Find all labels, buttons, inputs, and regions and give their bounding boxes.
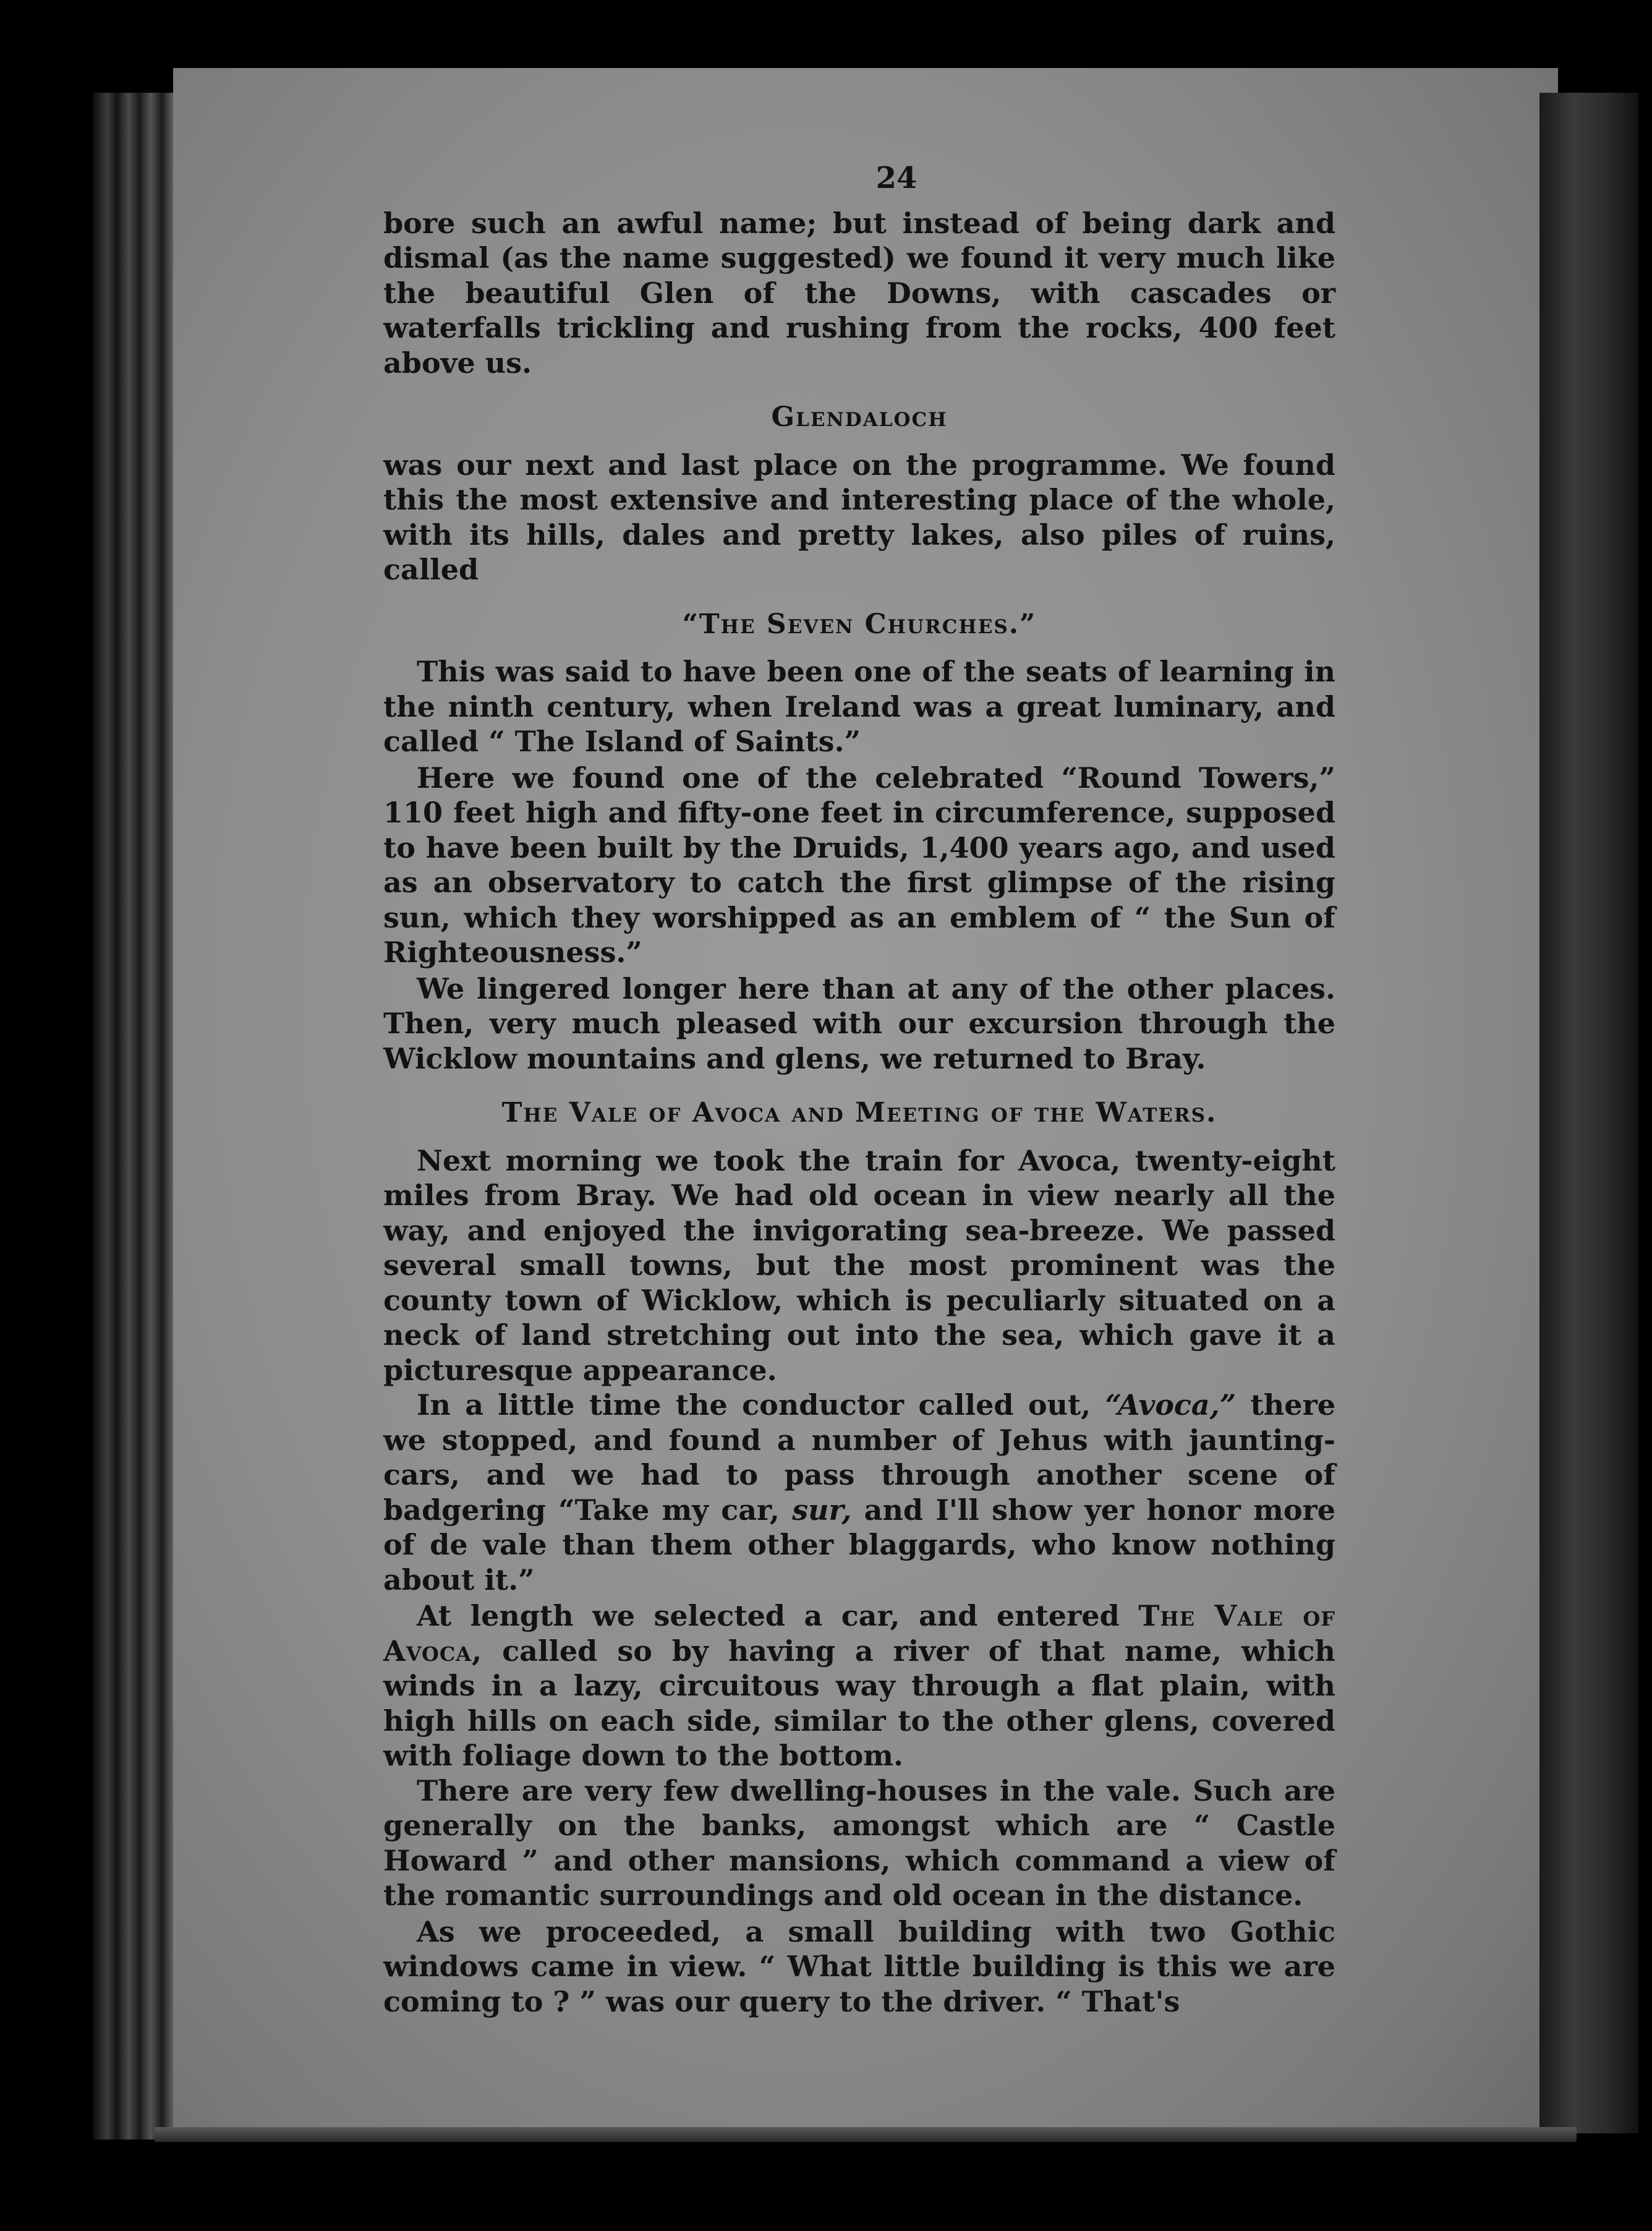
paragraph-avoca-call — [383, 1388, 1335, 1597]
paragraph: Next morning we took the train for Avoca, twenty-eight miles from Bray. We had old ocean in view nearly all the way, and enjoyed the invigorating sea-breeze. We passed several small towns, but the most prominent was the county town of Wicklow, which is peculiarly situated on a neck of land stretching out into the sea, which gave it a picturesque appearance. — [383, 1143, 1335, 1387]
text-run: called so by having a river of that name, which winds in a lazy, circuitous way through a flat plain, with high hills on each side, similar to the other glens, covered with foliage down to the bottom. — [383, 1634, 1335, 1772]
paragraph: There are very few dwelling-houses in the vale. Such are generally on the banks, amongst which are “ Castle Howard ” and other mansions, which command a view of the romantic surroundings and old ocean in the distance. — [383, 1773, 1335, 1912]
text-blocks-lower — [383, 1773, 1335, 2020]
text-run: In a little time the conductor called out, — [417, 1388, 1105, 1422]
text-run: there we stopped, and found a number of Jehus with jaunting-cars, and we had to pass through another scene of badgering “Take my car, — [383, 1388, 1335, 1527]
paragraph: bore such an awful name; but instead of being dark and dismal (as the name suggested) we found it very much like the beautiful Glen of the Downs, with cascades or waterfalls trickling and rushing from the rocks, 400 feet above us. — [383, 206, 1335, 380]
section-heading: “The Seven Churches.” — [682, 608, 1037, 640]
text-blocks-upper — [383, 206, 1335, 1388]
paragraph: As we proceeded, a small building with two Gothic windows came in view. “ What little building is this we are coming to ? ” was our query to the driver. “ That's — [383, 1914, 1335, 2018]
paragraph: This was said to have been one of the seats of learning in the ninth century, when Ireland was a great luminary, and called “ The Island of Saints.” — [383, 655, 1335, 758]
small-caps-run: The Vale of Avoca, — [383, 1599, 1335, 1668]
paragraph: was our next and last place on the programme. We found this the most extensive and interesting place of the whole, with its hills, dales and pretty lakes, also piles of ruins, called — [383, 448, 1335, 586]
text-run: At length we selected a car, and entered — [417, 1599, 1139, 1632]
section-heading: The Vale of Avoca and Meeting of the Waters. — [501, 1097, 1217, 1128]
book-gutter — [1539, 93, 1638, 2133]
italic-run: sur, — [792, 1493, 852, 1527]
page-bottom-edge — [155, 2127, 1577, 2142]
section-heading: Glendaloch — [771, 401, 948, 433]
paragraph-vale-of-avoca — [383, 1598, 1335, 1773]
page-stack-edge — [93, 93, 173, 2139]
italic-run: “Avoca,” — [1105, 1388, 1237, 1422]
text-run: and I'll show yer honor more of de vale than them other blaggards, who know nothing about it.” — [383, 1493, 1336, 1597]
paragraph: Here we found one of the celebrated “Round Towers,” 110 feet high and fifty-one feet in circumference, supposed to have been built by the Druids, 1,400 years ago, and used as an observatory to catch the first glimpse of the rising sun, which they worshipped as an emblem of “ the Sun of Righteousness.” — [383, 761, 1335, 969]
page-text — [383, 161, 1335, 2019]
paragraph: We lingered longer here than at any of the other places. Then, very much pleased with our excursion through the Wicklow mountains and glens, we returned to Bray. — [383, 971, 1335, 1075]
page-number: 24 — [875, 161, 918, 195]
